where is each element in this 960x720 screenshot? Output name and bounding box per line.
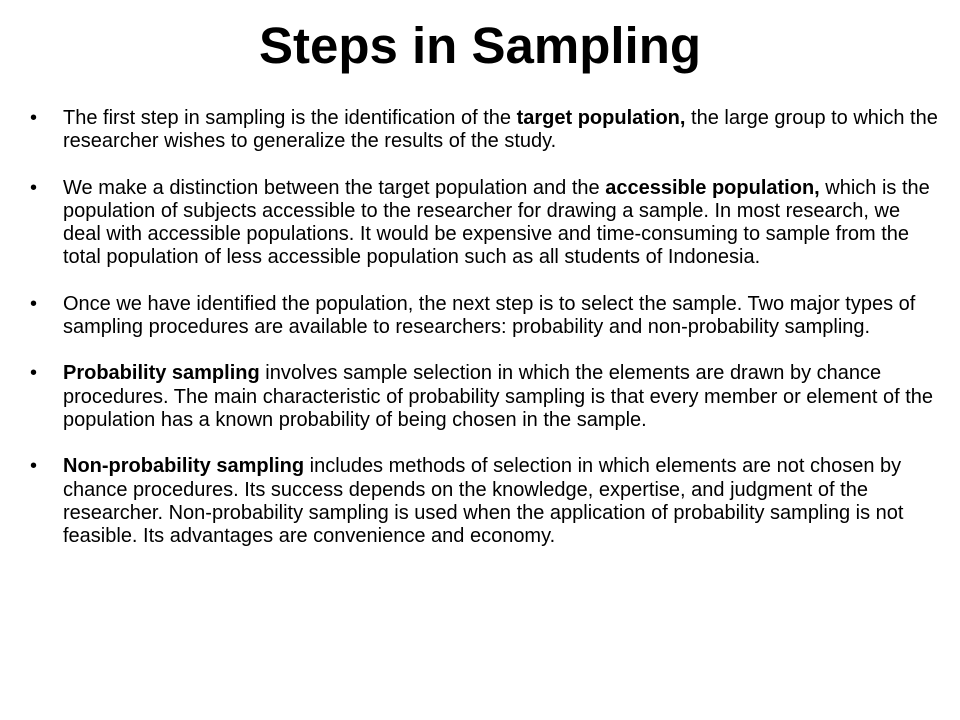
bullet-item-target-population <box>30 107 940 154</box>
bullet-list <box>30 107 940 571</box>
bullet-text: The first step in sampling is the identification of the target population, the large group to which the researcher wishes to generalize the results of the study. <box>63 107 938 153</box>
bullet-item-probability-sampling <box>30 362 940 432</box>
bold-term: Non-probability sampling <box>63 455 305 478</box>
slide-title: Steps in Sampling <box>258 17 702 74</box>
bullet-text: Probability sampling involves sample selection in which the elements are drawn by chance procedures. The main characteristic of probability sampling is that every member or element of the population has a known probability of being chosen in the sample. <box>63 362 934 431</box>
bullet-icon <box>30 455 50 478</box>
bold-term: target population, <box>516 107 686 129</box>
bullet-icon <box>30 362 50 385</box>
bullet-item-accessible-population <box>30 177 940 270</box>
bullet-icon <box>30 177 50 200</box>
bold-term: Probability sampling <box>63 362 260 385</box>
bullet-text: We make a distinction between the target population and the accessible population, which is the population of subjects accessible to the researcher for drawing a sample. In most research, we deal with accessible populations. It would be expensive and time-consuming to sample from the total population of less accessible population such as all students of Indonesia. <box>63 176 930 269</box>
bullet-text: Non-probability sampling includes methods of selection in which elements are not chosen by chance procedures. Its success depends on the knowledge, expertise, and judgment of the researcher. Non-probability sampling is used when the application of probability sampling is not feasible. Its advantages are convenience and economy. <box>63 455 904 548</box>
bullet-icon <box>30 107 50 130</box>
bullet-item-non-probability-sampling <box>30 455 940 548</box>
bullet-icon <box>30 293 50 316</box>
bold-term: accessible population, <box>605 176 820 199</box>
bullet-item-select-sample <box>30 293 940 340</box>
bullet-text: Once we have identified the population, the next step is to select the sample. Two major types of sampling procedures are available to researchers: probability and non-probability sampling. <box>63 292 916 339</box>
